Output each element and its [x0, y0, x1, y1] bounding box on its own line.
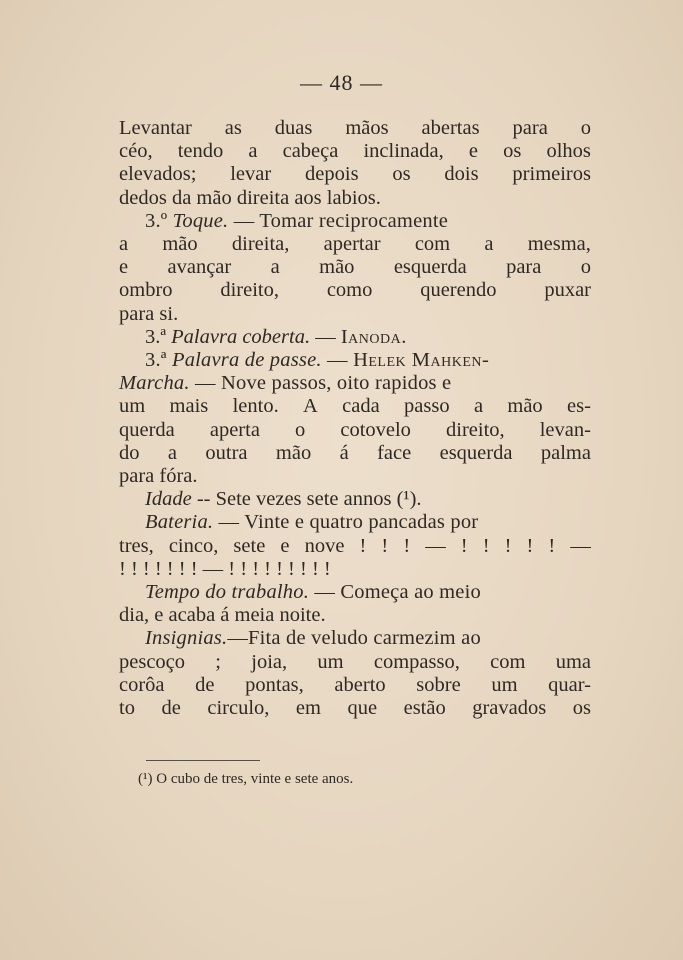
text-run: Palavra de passe.	[171, 349, 322, 372]
text-run: -- Sete vezes sete annos (¹).	[191, 488, 422, 511]
text-line: elevados; levar depois os dois primeiros	[119, 163, 591, 186]
text-line	[119, 303, 591, 326]
text-line: céo, tendo a cabeça inclinada, e os olhos	[119, 140, 591, 163]
text-run: Bateria.	[145, 511, 214, 534]
text-line	[119, 581, 591, 604]
text-line: e avançar a mão esquerda para o	[119, 256, 591, 279]
text-run: Palavra coberta.	[171, 325, 311, 348]
text-run: Marcha.	[119, 372, 190, 395]
text-run: Helek Mahken-	[353, 349, 490, 372]
text-line	[119, 326, 591, 349]
text-run: — Começa ao meio	[309, 581, 481, 604]
text-line	[119, 488, 591, 511]
text-run: 3.º	[145, 209, 168, 232]
text-run: —	[321, 349, 354, 372]
text-run: Insignias.	[145, 627, 228, 650]
text-line	[119, 558, 591, 581]
text-run: Tempo do trabalho.	[145, 581, 310, 604]
text-run: dia, e acaba á meia noite.	[119, 604, 326, 627]
text-line	[119, 372, 591, 395]
text-run: para si.	[119, 302, 179, 325]
text-run: —	[310, 325, 341, 348]
text-line: um mais lento. A cada passo a mão es-	[119, 395, 591, 418]
text-run: Ianoda.	[340, 325, 407, 348]
text-run: 3.ª	[145, 349, 167, 372]
page-number: — 48 —	[300, 70, 383, 95]
text-line: corôa de pontas, aberto sobre um quar-	[119, 673, 591, 696]
text-run: Idade	[145, 488, 192, 511]
text-run: para fóra.	[119, 465, 198, 488]
text-line	[119, 511, 591, 534]
body-text	[119, 117, 591, 720]
text-run: — Nove passos, oito rapidos e	[189, 372, 452, 395]
text-line: tres, cinco, sete e nove ! ! ! — ! ! ! ! ! —	[119, 534, 591, 557]
text-run: ! ! ! ! ! ! ! — ! ! ! ! ! ! ! ! !	[119, 557, 331, 580]
text-run: dedos da mão direita aos labios.	[119, 186, 381, 209]
text-line	[119, 210, 591, 233]
text-run: —Fita de veludo carmezim ao	[227, 627, 481, 650]
text-line	[119, 627, 591, 650]
footnote-rule	[146, 760, 260, 761]
footnote: (¹) O cubo de tres, vinte e sete anos.	[138, 771, 354, 787]
text-run: — Tomar reciprocamente	[228, 209, 449, 232]
text-run: Toque.	[172, 209, 229, 232]
text-line: to de circulo, em que estão gravados os	[119, 697, 591, 720]
text-line: pescoço ; joia, um compasso, com uma	[119, 650, 591, 673]
text-line	[119, 465, 591, 488]
text-run: — Vinte e quatro pancadas por	[213, 511, 479, 534]
text-line	[119, 349, 591, 372]
text-line: ombro direito, como querendo puxar	[119, 279, 591, 302]
text-line: querda aperta o cotovelo direito, levan-	[119, 418, 591, 441]
text-line	[119, 604, 591, 627]
text-line: Levantar as duas mãos abertas para o	[119, 117, 591, 139]
text-run: 3.ª	[145, 325, 167, 348]
text-line: a mão direita, apertar com a mesma,	[119, 233, 591, 256]
text-line: do a outra mão á face esquerda palma	[119, 441, 591, 464]
text-line	[119, 187, 591, 210]
